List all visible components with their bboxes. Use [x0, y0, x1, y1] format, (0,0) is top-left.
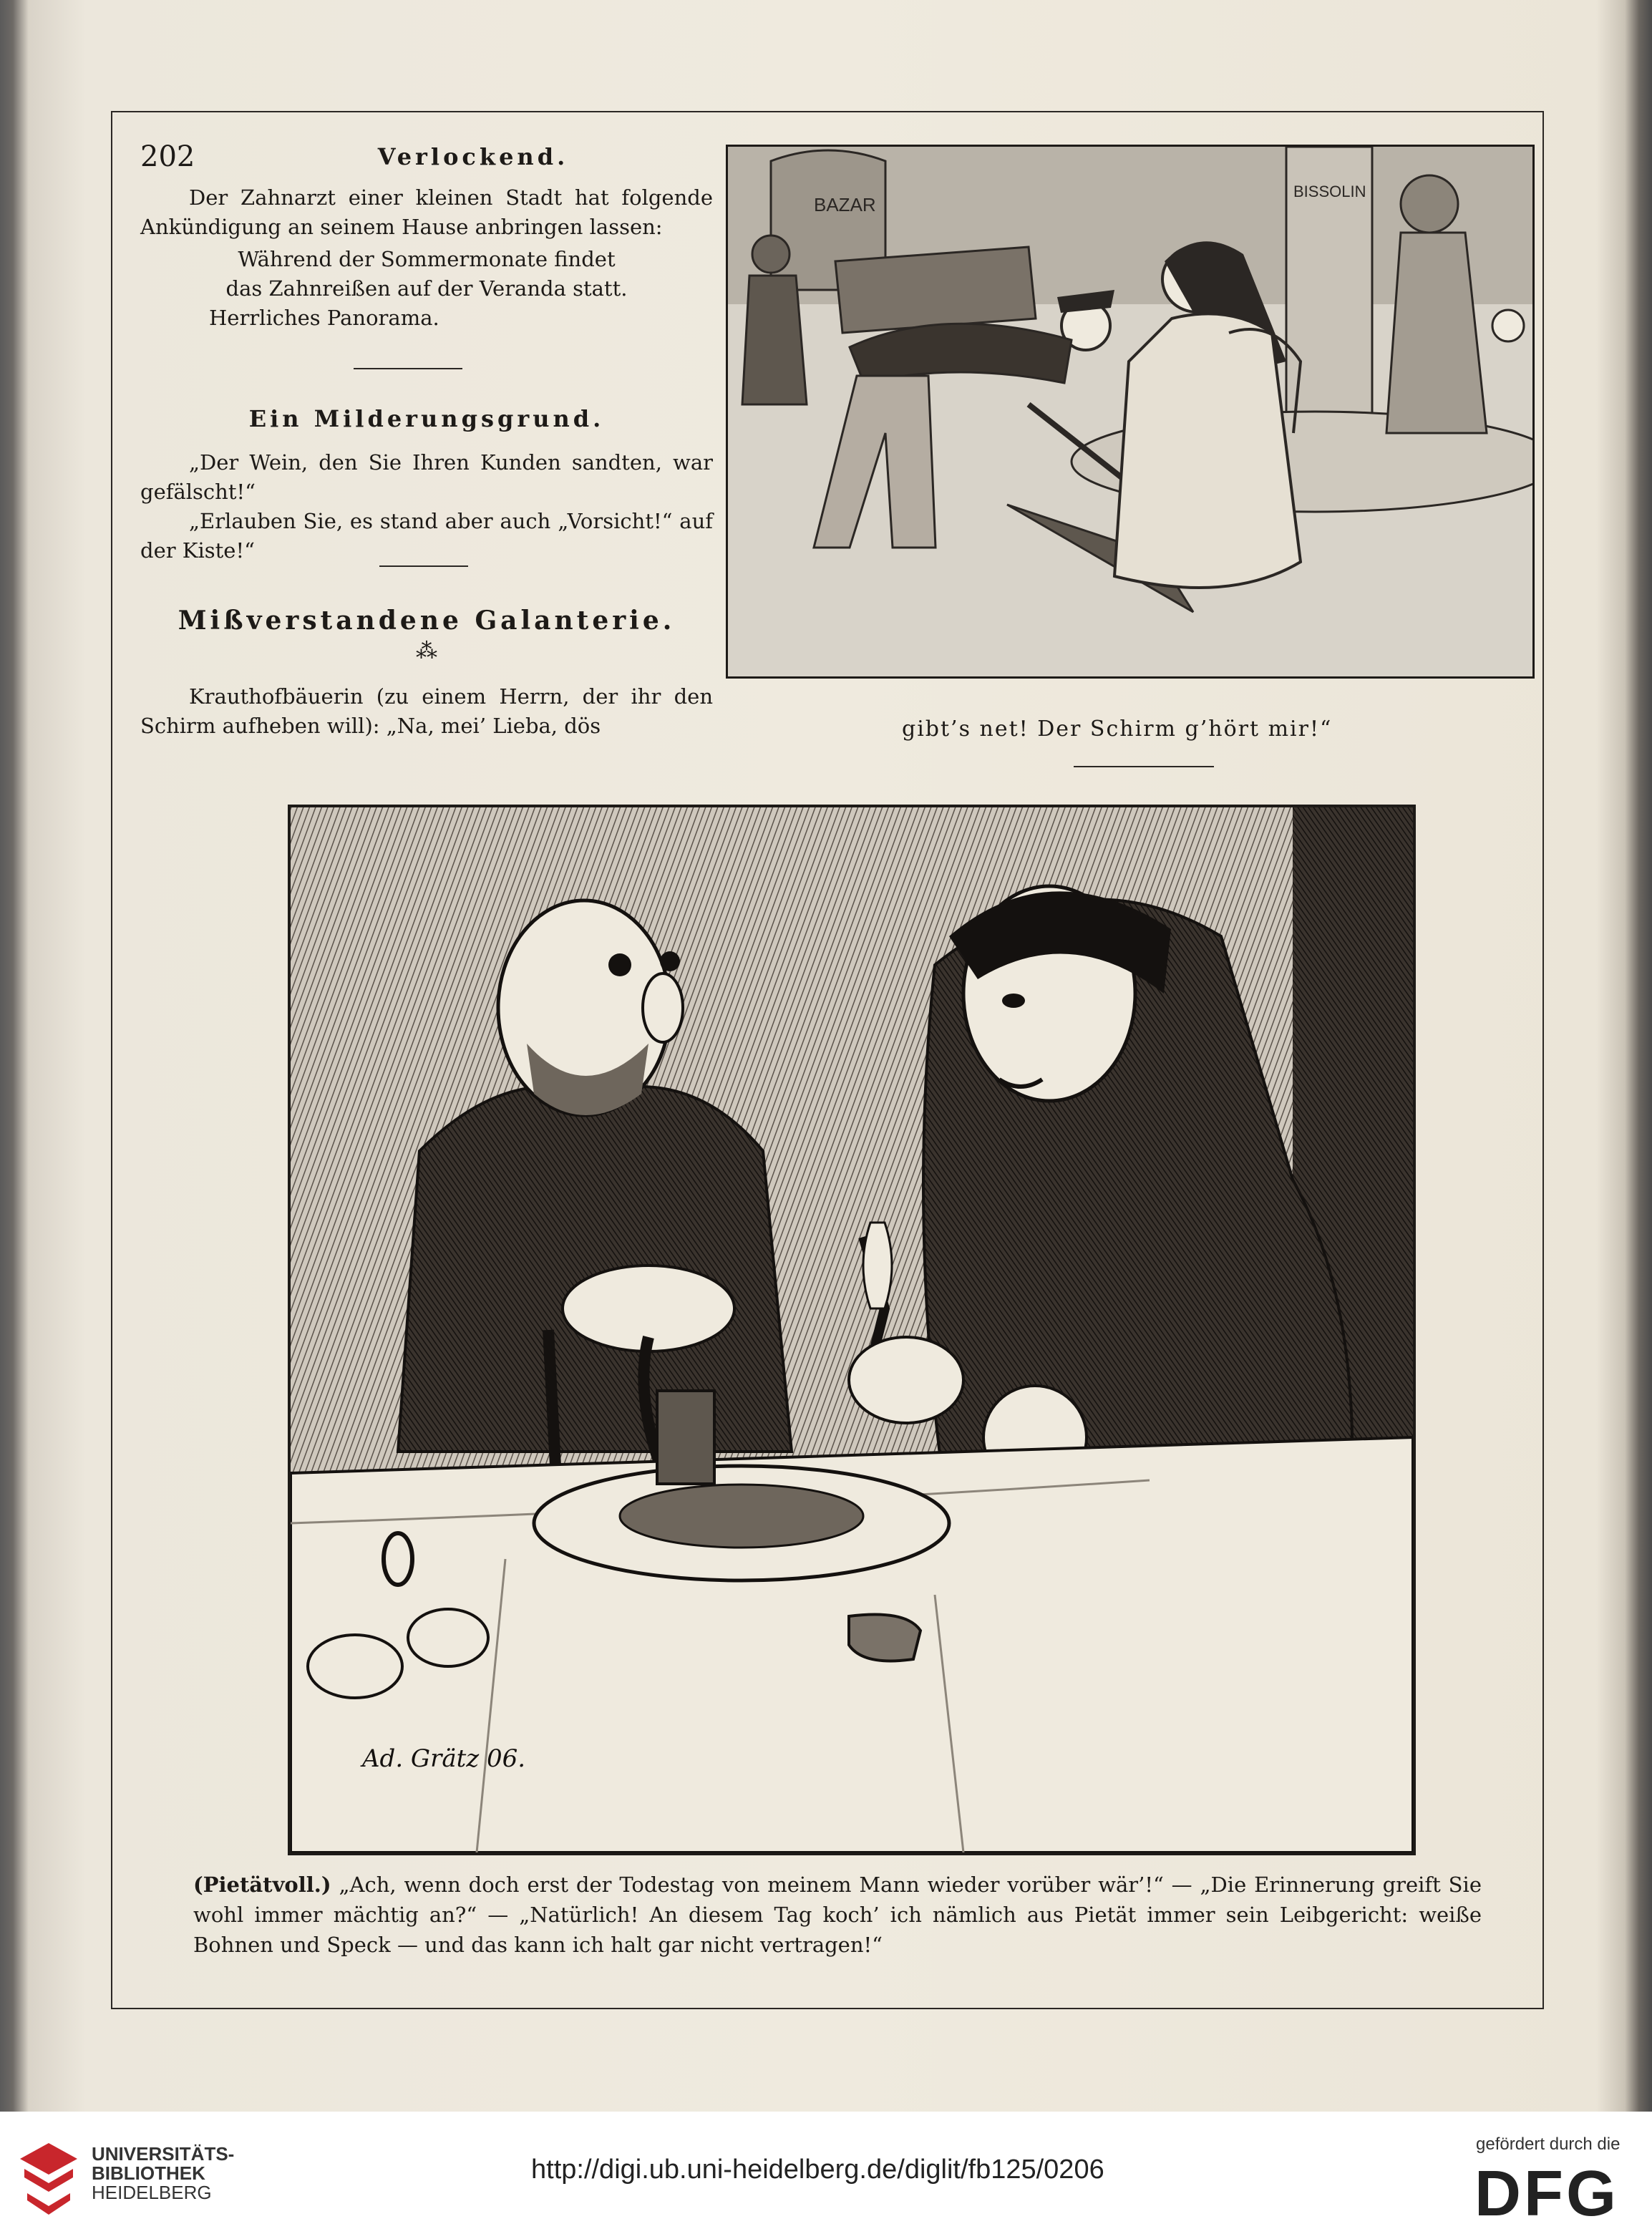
paragraph: „Erlauben Sie, es stand aber auch „Vorsicht!“ auf der Kiste!“ — [140, 509, 713, 563]
sign-bissolin: BISSOLIN — [1293, 183, 1366, 200]
library-line: UNIVERSITÄTS- — [92, 2143, 235, 2165]
sign-bazar: BAZAR — [814, 194, 876, 215]
section-verlockend — [140, 143, 713, 333]
paragraph: „Der Wein, den Sie Ihren Kunden sandten, war gefälscht!“ — [140, 450, 713, 504]
street-scene-drawing — [728, 147, 1532, 676]
dfg-logo: DFG — [1474, 2158, 1619, 2230]
illustration-pietaetvoll — [288, 805, 1416, 1855]
divider — [354, 368, 462, 369]
permalink-url[interactable]: http://digi.ub.uni-heidelberg.de/diglit/fb125/0206 — [531, 2155, 1104, 2185]
section-galanterie — [140, 606, 713, 741]
library-logo-icon — [20, 2140, 80, 2219]
caption-lead: (Pietätvoll.) — [193, 1873, 331, 1897]
illustration-caption — [193, 1870, 1482, 1960]
paragraph: Der Zahnarzt einer kleinen Stadt hat folgende Ankündigung an seinem Hause anbringen lassen: — [140, 185, 713, 239]
artist-signature: Ad. Grätz 06. — [362, 1744, 526, 1773]
page-number: 202 — [140, 140, 195, 173]
section-milderungsgrund — [140, 405, 713, 565]
section-title: Ein Milderungsgrund. — [248, 405, 605, 432]
footer-bar — [0, 2112, 1652, 2239]
divider — [1074, 766, 1214, 767]
library-line: HEIDELBERG — [92, 2182, 212, 2203]
dining-scene-drawing — [291, 807, 1413, 1852]
ornament-asterism: ⁂ — [416, 638, 437, 664]
section-title: Verlockend. — [377, 143, 569, 170]
funding-label: gefördert durch die — [1476, 2134, 1621, 2154]
paragraph: Krauthofbäuerin (zu einem Herrn, der ihr den Schirm aufheben will): „Na, mei’ Lieba, dös — [140, 684, 713, 738]
divider — [379, 565, 468, 567]
caption-text: „Ach, wenn doch erst der Todestag von meinem Mann wieder vorüber wär’!“ — „Die Erinnerung greift Sie wohl immer mächtig an?“ — „Natürlich! An diesem Tag koch’ ich nämlich aus Pietät immer sein Leibgericht: weiße Bohnen und Speck — und das kann ich halt gar nicht vertragen!“ — [193, 1873, 1482, 1957]
notice-line: Herrliches Panorama. — [209, 306, 439, 330]
library-name — [92, 2145, 234, 2202]
notice-line: Während der Sommermonate findet — [238, 247, 616, 271]
notice-line: das Zahnreißen auf der Veranda statt. — [225, 276, 628, 301]
library-line: BIBLIOTHEK — [92, 2162, 205, 2184]
continuation-line: gibt’s net! Der Schirm g’hört mir!“ — [902, 717, 1333, 742]
section-title: Mißverstandene Galanterie. — [178, 606, 676, 636]
illustration-street-scene — [726, 145, 1535, 679]
